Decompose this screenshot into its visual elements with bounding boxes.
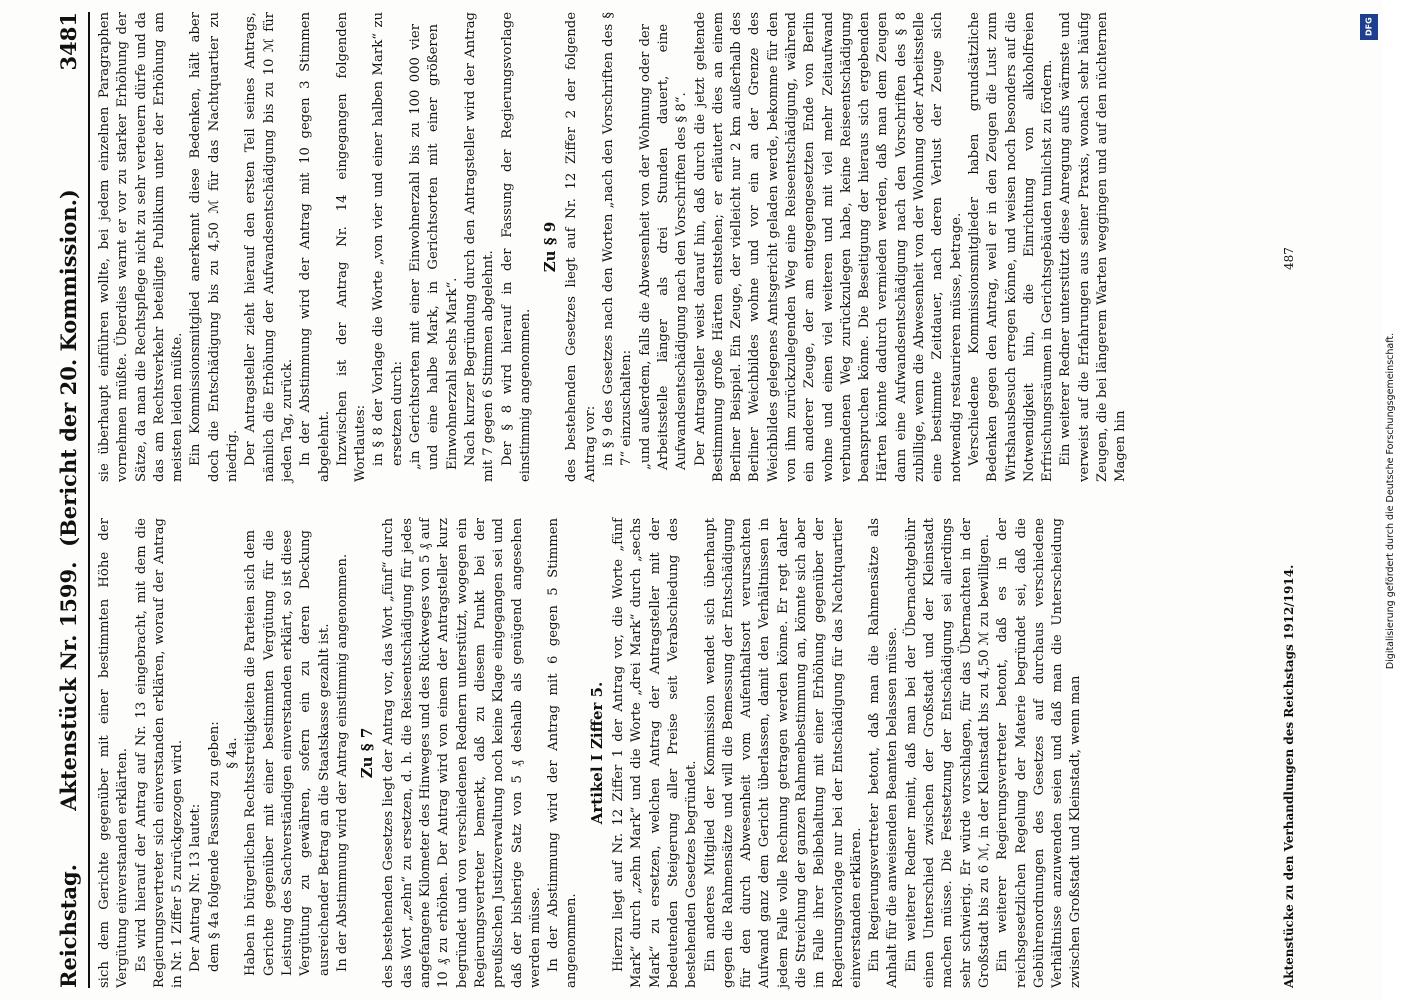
paragraph: „und außerdem, falls die Abwesenheit von der Wohnung oder der Arbeitsstelle länger als drei Stunden dauert, eine Aufwandsentschädigung nach den Vorschriften des § 8“. <box>637 24 690 470</box>
paragraph: „in Gerichtsorten mit einer Einwohnerzahl bis zu 100 000 vier und eine halbe Mark, in Gerichtsorten mit einer größeren Einwohnerzahl sechs Mark“. <box>408 24 460 470</box>
paragraph: Der Antragsteller weist darauf hin, daß durch die jetzt geltende Bestimmung große Härten entstehen; er erläutert dies an einem Berliner Beispiel. Ein Zeuge, der vielleicht nur 2 km außerhalb des Berliner Weichbildes wohne und vor ein an der Grenze des Weichbildes gelegenes Amtsgericht geladen werde, bekomme für den von ihm zurückzulegenden Weg eine Reiseentschädigung, während ein anderer Zeuge, der am entgegengesetzten Ende von Berlin wohne und einen viel weiteren und mit viel mehr Zeitaufwand verbundenen Weg zurückzulegen habe, keine Reiseentschädigung beanspruchen könne. Die Beseitigung der hieraus sich ergebenden Härten könnte dadurch vermieden werden, daß man dem Zeugen dann eine Aufwandsentschädigung nach den Vorschriften des § 8 zubillige, wenn die Abwesenheit von der Wohnung oder Arbeitsstelle eine bestimmte Zeitdauer, nach deren Verlust der Zeuge sich notwendig restaurieren müsse, betrage. <box>692 12 964 482</box>
header-rule <box>88 12 90 988</box>
paragraph: in § 9 des Gesetzes nach den Worten „nach den Vorschriften des § 7“ einzuschalten: <box>601 12 635 466</box>
header-page-number: 3481 <box>56 12 81 71</box>
paragraph: Nach kurzer Begründung durch den Antragsteller wird der Antrag mit 7 gegen 6 Stimmen abgelehnt. <box>462 12 497 482</box>
paragraph: Der § 8 wird hierauf in der Fassung der Regierungsvorlage einstimmig angenommen. <box>499 12 533 482</box>
header-document-number: Aktenstück Nr. 1599. <box>56 561 81 811</box>
header-center <box>56 12 81 988</box>
paragraph: Ein Regierungsvertreter betont, daß man die Rahmensätze als Anhalt für die anweisenden Beamten belassen müsse. <box>867 518 901 988</box>
paragraph: Der Antrag Nr. 13 lautet: <box>188 803 204 972</box>
header-report-title: (Bericht der 20. Kommission.) <box>56 189 81 547</box>
paragraph: Ein weiterer Redner unterstützt diese Anregung aufs wärmste und verweist auf die Erfahrungen aus seiner Praxis, wonach sehr häufig Zeugen, die bei längerem Warten weggingen und auf den nüchternen Magen hin <box>1058 12 1129 482</box>
paragraph: des bestehenden Gesetzes liegt auf Nr. 12 Ziffer 2 der folgende Antrag vor: <box>564 12 598 482</box>
paragraph: Ein weiterer Redner meint, daß man bei der Übernachtgebühr einen Unterschied zwischen der Großstadt und der Kleinstadt machen müsse. Die Festsetzung der Entschädigung sei allerdings sehr schwierig. Er würde vorschlagen, für das Übernachten in der Großstadt bis zu 6 ℳ, in der Kleinstadt bis zu 4,50 ℳ zu bewilligen. <box>903 518 992 988</box>
paragraph: In der Abstimmung wird der Antrag mit 10 gegen 3 Stimmen abgelehnt. <box>298 12 332 482</box>
footnote: Aktenstücke zu den Verhandlungen des Reichstags 1912/1914. <box>1282 564 1296 988</box>
paragraph: Ein weiterer Regierungsvertreter betont, daß es in der reichsgesetzlichen Regelung der Materie begründet sei, daß die Gebührenordnungen des Gesetzes auf durchaus verschiedene Verhältnisse anzuwenden seien und daß man die Unterscheidung zwischen Großstadt und Kleinstadt, wenn man <box>995 518 1084 988</box>
page-header <box>52 12 86 988</box>
footer-page-number: 487 <box>1282 247 1296 270</box>
dfg-logo: DFG <box>1360 14 1378 40</box>
paragraph: Haben in bürgerlichen Rechtsstreitigkeiten die Parteien sich dem Gerichte gegenüber mit einer bestimmten Vergütung für die Leistung des Sachverständigen einverstanden erklärt, so ist diese Vergütung zu gewähren, sofern ein zu deren Deckung ausreichender Betrag an die Staatskasse gezahlt ist. <box>243 530 332 976</box>
paragraph: In der Abstimmung wird der Antrag einstimmig angenommen. <box>334 553 350 972</box>
paragraph: In der Abstimmung wird der Antrag mit 6 gegen 5 Stimmen angenommen. <box>546 518 580 988</box>
rotated-page <box>52 0 1352 1000</box>
paragraph: Verschiedene Kommissionsmitglieder haben grundsätzliche Bedenken gegen den Antrag, weil er in den Zeugen die Lust zum Wirtshausbesuch erregen könne, und weisen noch besonders auf die Notwendigkeit hin, die Einrichtung von alkoholfreien Erfrischungsräumen in Gerichtsgebäuden tunlichst zu fördern. <box>966 12 1056 482</box>
section-heading: Zu § 9 <box>541 221 560 273</box>
header-left: Reichstag. <box>56 864 81 988</box>
paragraph: Ein Kommissionsmitglied anerkennt diese Bedenken, hält aber doch die Entschädigung bis zu 4,50 ℳ für das Nachtquartier zu niedrig. <box>188 12 241 482</box>
paragraph: Ein anderes Mitglied der Kommission wendet sich überhaupt gegen die Rahmensätze und will die Bemessung der Entschädigung für den durch Abwesenheit vom Aufenthaltsort verursachten Aufwand ganz dem Gericht überlassen, damit den Verhältnissen in jedem Falle volle Rechnung getragen werden könne. Er regt daher die Streichung der ganzen Rahmenbestimmung an, könnte sich aber im Falle ihrer Beibehaltung mit einer Erhöhung gegenüber der Regierungsvorlage nur bei der Entschädigung für das Nachtquartier einverstanden erklären. <box>702 518 864 988</box>
paragraph: Es wird hierauf der Antrag auf Nr. 13 eingebracht, mit dem die Regierungsvertreter sich einverstanden erklären, worauf der Antrag in Nr. 1 Ziffer 5 zurückgezogen wird. <box>133 518 186 988</box>
paragraph: sie überhaupt einführen wollte, bei jedem einzelnen Paragraphen vornehmen müßte. Überdies warnt er vor zu starker Erhöhung der Sätze, da man die Rechtspflege nicht zu sehr verteuern dürfe und da das am Rechtsverkehr beteiligte Publikum unter der Erhöhung am meisten leiden müßte. <box>97 12 186 482</box>
paragraph: dem § 4a folgende Fassung zu geben: <box>206 721 222 972</box>
section-heading: Zu § 7 <box>358 727 377 779</box>
left-column <box>96 518 1274 988</box>
paragraph: in § 8 der Vorlage die Worte „von vier und einer halben Mark“ zu ersetzen durch: <box>371 12 405 466</box>
paragraph: § 4a. <box>225 737 241 769</box>
paragraph: des bestehenden Gesetzes liegt der Antrag vor, das Wort „fünf“ durch das Wort „zehn“ zu ersetzen, d. h. die Reiseentschädigung für jedes angefangene Kilometer des Hinweges und des Rückweges von 5 ₰ auf 10 ₰ zu erhöhen. Der Antrag wird von einem der Antragsteller kurz begründet und von verschiedenen Rednern unterstützt, wogegen ein Regierungsvertreter bemerkt, daß zu diesem Punkt bei der preußischen Justizverwaltung noch keine Klage eingegangen sei und daß der bisherige Satz von 5 ₰ deshalb als genügend angesehen werden müsse. <box>381 518 543 988</box>
right-column <box>96 12 1274 482</box>
paragraph: Inzwischen ist der Antrag Nr. 14 eingegangen folgenden Wortlautes: <box>334 12 369 482</box>
section-heading: Artikel I Ziffer 5. <box>587 681 606 825</box>
paragraph: Hierzu liegt auf Nr. 12 Ziffer 1 der Antrag vor, die Worte „fünf Mark“ durch „zehn Mark“ und die Worte „drei Mark“ durch „sechs Mark“ zu ersetzen, welchen Antrag der Antragsteller mit der bedeutenden Steigerung aller Preise seit Verabschiedung des bestehenden Gesetzes begründet. <box>611 518 700 988</box>
paragraph: Der Antragsteller zieht hierauf den ersten Teil seines Antrags, nämlich die Erhöhung der Aufwandsentschädigung bis zu 10 ℳ für jeden Tag, zurück. <box>243 12 295 482</box>
digitization-note: Digitalisierung gefördert durch die Deutsche Forschungsgemeinschaft. <box>1385 332 1396 670</box>
digitization-stamp <box>1358 6 1396 996</box>
paragraph: sich dem Gerichte gegenüber mit einer bestimmten Höhe der Vergütung einverstanden erklärten. <box>97 518 131 988</box>
